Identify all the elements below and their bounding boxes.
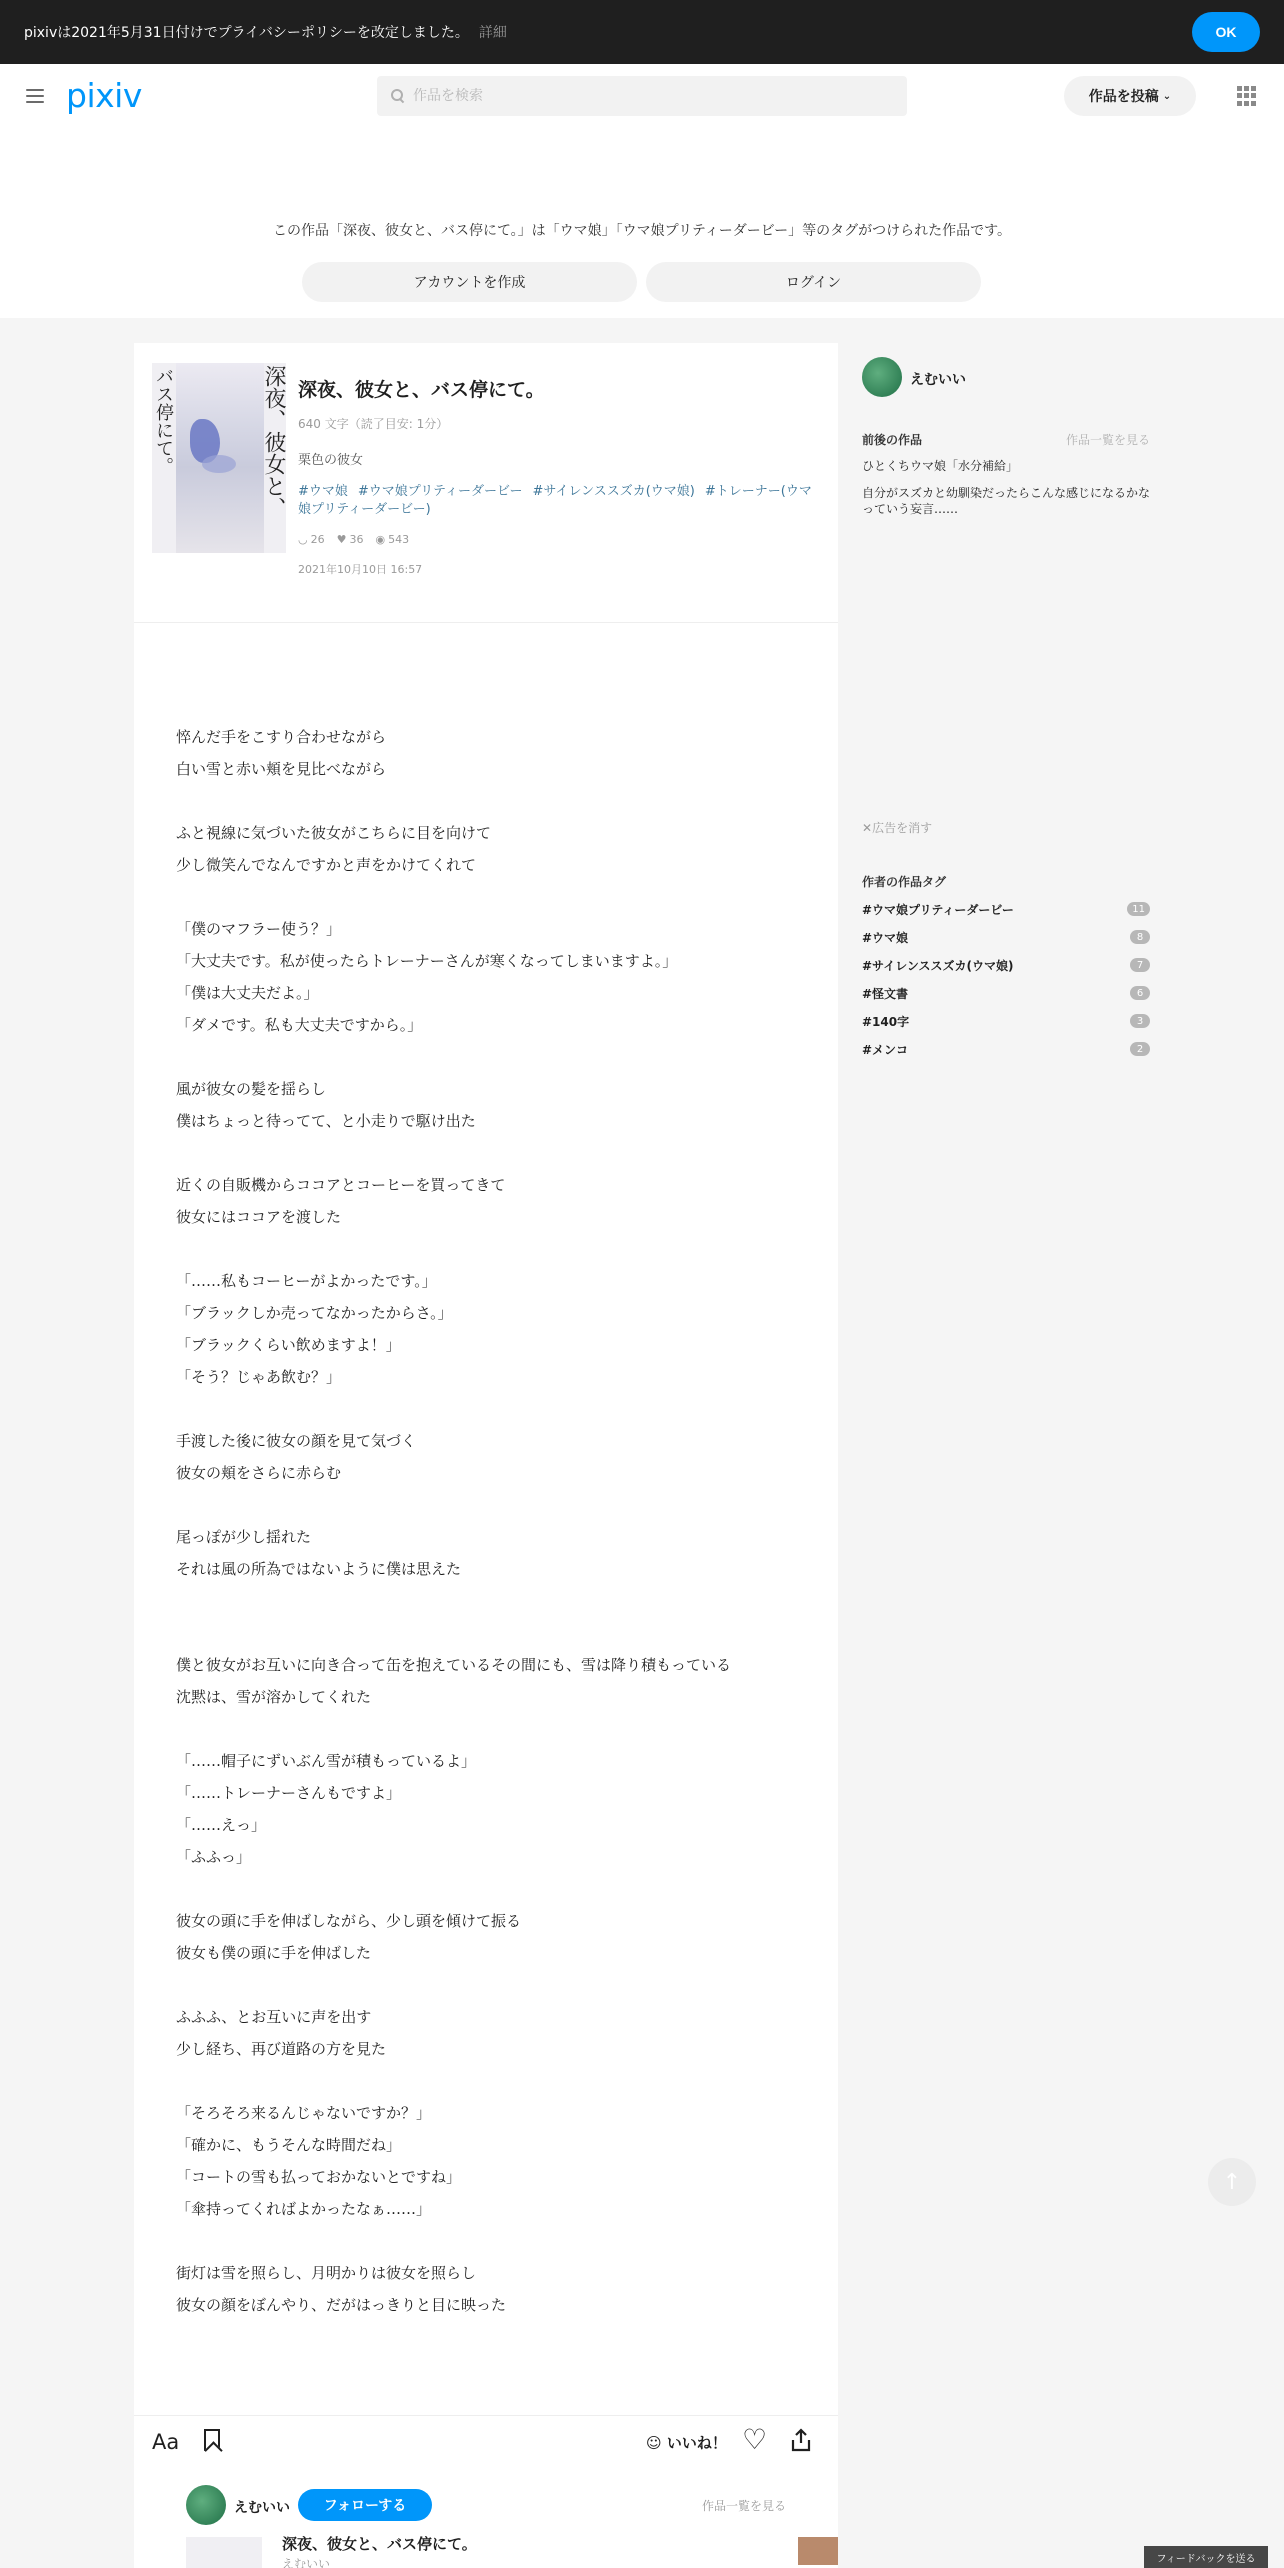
upload-date: 2021年10月10日 16:57 bbox=[298, 563, 423, 576]
work-meta: 640 文字（読了目安: 1分） bbox=[298, 417, 449, 431]
tag-link[interactable]: #サイレンススズカ(ウマ娘) bbox=[532, 484, 695, 499]
novel-line bbox=[176, 881, 816, 913]
next-work-thumbnail[interactable] bbox=[186, 2537, 262, 2568]
novel-line bbox=[176, 1489, 816, 1521]
share-icon[interactable] bbox=[790, 2428, 812, 2452]
create-account-button[interactable]: アカウントを作成 bbox=[302, 262, 637, 302]
novel-line: ふと視線に気づいた彼女がこちらに目を向けて bbox=[176, 824, 492, 842]
tag-link[interactable]: #ウマ娘 bbox=[298, 484, 348, 499]
scroll-to-top-button[interactable] bbox=[1208, 2158, 1256, 2206]
search-input[interactable] bbox=[413, 88, 893, 104]
novel-line bbox=[176, 1713, 816, 1745]
novel-line: 「……私もコーヒーがよかったです。」 bbox=[176, 1272, 437, 1290]
novel-line bbox=[176, 1041, 816, 1073]
author-tag-item[interactable]: #メンコ 2 bbox=[862, 1039, 1150, 1059]
prev-next-heading: 前後の作品 bbox=[862, 433, 923, 447]
chevron-down-icon: ⌄ bbox=[1162, 90, 1172, 102]
novel-line: 「ブラックくらい飲めますよ！」 bbox=[176, 1336, 401, 1354]
novel-line: 尾っぽが少し揺れた bbox=[176, 1528, 312, 1546]
signup-promo bbox=[0, 128, 1284, 318]
novel-line: 「ダメです。私も大丈夫ですから。」 bbox=[176, 1016, 423, 1034]
work-card bbox=[134, 343, 838, 2568]
novel-line bbox=[176, 1233, 816, 1265]
novel-line: 僕はちょっと待ってて、と小走りで駆け出た bbox=[176, 1112, 476, 1130]
novel-line bbox=[176, 1873, 816, 1905]
heart-outline-icon[interactable]: ♡ bbox=[742, 2423, 768, 2456]
reaction-count: ◡ 26 bbox=[298, 533, 325, 546]
author-tag-item[interactable]: #140字 3 bbox=[862, 1011, 1150, 1031]
view-count: ◉ 543 bbox=[375, 533, 410, 546]
work-header bbox=[134, 343, 838, 623]
work-stats bbox=[298, 533, 409, 546]
work-tags bbox=[298, 483, 818, 519]
hide-ad-button[interactable]: ✕広告を消す bbox=[862, 821, 933, 835]
tag-count-badge: 3 bbox=[1130, 1014, 1150, 1028]
novel-line: 「ふふっ」 bbox=[176, 1848, 252, 1866]
author-tag-item[interactable]: #怪文書 6 bbox=[862, 983, 1150, 1003]
feedback-button[interactable]: フィードバックを送る bbox=[1144, 2546, 1268, 2568]
cover-image[interactable] bbox=[152, 363, 286, 553]
pixiv-logo[interactable]: pixiv bbox=[66, 76, 142, 115]
next-work-title[interactable]: 深夜、彼女と、バス停にて。 bbox=[282, 2535, 477, 2553]
novel-line: 彼女も僕の頭に手を伸ばした bbox=[176, 1944, 372, 1962]
novel-line: 「僕のマフラー使う？」 bbox=[176, 920, 342, 938]
novel-line: 彼女の頬をさらに赤らむ bbox=[176, 1464, 342, 1482]
novel-line: 「……帽子にずいぶん雪が積もっているよ」 bbox=[176, 1752, 477, 1770]
heart-icon: ♥ bbox=[336, 533, 347, 546]
like-button[interactable]: ☺ いいね！ bbox=[646, 2434, 727, 2452]
like-count: ♥ 36 bbox=[336, 533, 364, 546]
author-tag-item[interactable]: #ウマ娘プリティーダービー 11 bbox=[862, 899, 1150, 919]
tag-count-badge: 6 bbox=[1130, 986, 1150, 1000]
works-list-link[interactable]: 作品一覧を見る bbox=[702, 2499, 787, 2513]
cover-title-line1: 深夜、彼女と、 bbox=[261, 365, 286, 519]
novel-line bbox=[176, 1137, 816, 1169]
post-work-button[interactable] bbox=[1064, 76, 1196, 116]
novel-line: 白い雪と赤い頬を見比べながら bbox=[176, 760, 387, 778]
author-tag-item[interactable]: #サイレンススズカ(ウマ娘) 7 bbox=[862, 955, 1150, 975]
novel-line: 「……トレーナーさんもですよ」 bbox=[176, 1784, 402, 1802]
novel-line: 僕と彼女がお互いに向き合って缶を抱えているその間にも、雪は降り積もっている bbox=[176, 1656, 732, 1674]
novel-line bbox=[176, 1969, 816, 2001]
novel-line: 少し微笑んでなんですかと声をかけてくれて bbox=[176, 856, 477, 874]
novel-line: 「コートの雪も払っておかないとですね」 bbox=[176, 2168, 462, 2186]
related-work-thumbnail[interactable] bbox=[798, 2537, 838, 2565]
login-button[interactable]: ログイン bbox=[646, 262, 981, 302]
avatar[interactable] bbox=[186, 2485, 226, 2525]
next-work-author: えむいい bbox=[282, 2557, 331, 2568]
action-bar bbox=[134, 2415, 838, 2471]
tag-count-badge: 7 bbox=[1130, 958, 1150, 972]
novel-line: 風が彼女の髪を揺らし bbox=[176, 1080, 327, 1098]
novel-line: 「傘持ってくればよかったなぁ……」 bbox=[176, 2200, 432, 2218]
sidebar-works-link[interactable]: 作品一覧を見る bbox=[1065, 433, 1150, 447]
font-settings-button[interactable]: Aa bbox=[152, 2430, 180, 2454]
novel-line bbox=[176, 1585, 816, 1617]
eye-icon: ◉ bbox=[375, 533, 386, 546]
novel-line: 悴んだ手をこすり合わせながら bbox=[176, 728, 387, 746]
novel-line: 手渡した後に彼女の顔を見て気づく bbox=[176, 1432, 417, 1450]
novel-line: ふふふ、とお互いに声を出す bbox=[176, 2008, 372, 2026]
novel-line bbox=[176, 1393, 816, 1425]
search-box[interactable] bbox=[377, 76, 907, 116]
avatar[interactable] bbox=[862, 357, 902, 397]
novel-line: 「確かに、もうそんな時間だね」 bbox=[176, 2136, 402, 2154]
novel-line bbox=[176, 2225, 816, 2257]
tag-link[interactable]: #ウマ娘プリティーダービー bbox=[357, 484, 523, 499]
novel-line: 「そう？じゃあ飲む？」 bbox=[176, 1368, 342, 1386]
follow-button[interactable]: フォローする bbox=[298, 2489, 432, 2521]
novel-line: 「僕は大丈夫だよ。」 bbox=[176, 984, 319, 1002]
close-icon: ✕ bbox=[862, 821, 873, 835]
novel-line: 「大丈夫です。私が使ったらトレーナーさんが寒くなってしまいますよ。」 bbox=[176, 952, 678, 970]
novel-line: それは風の所為ではないように僕は思えた bbox=[176, 1560, 462, 1578]
search-icon bbox=[391, 89, 405, 103]
novel-line: 沈黙は、雪が溶かしてくれた bbox=[176, 1688, 372, 1706]
work-title: 深夜、彼女と、バス停にて。 bbox=[298, 379, 545, 401]
novel-line: 少し経ち、再び道路の方を見た bbox=[176, 2040, 387, 2058]
sidebar-author-name[interactable]: えむいい bbox=[910, 372, 966, 388]
novel-line: 「そろそろ来るんじゃないですか？」 bbox=[176, 2104, 432, 2122]
menu-icon[interactable] bbox=[26, 89, 44, 103]
novel-line bbox=[176, 1617, 816, 1649]
sidebar-work-item[interactable]: ひとくちウマ娘「水分補給」 bbox=[862, 459, 1019, 473]
author-name[interactable]: えむいい bbox=[234, 2500, 290, 2516]
novel-body bbox=[176, 721, 816, 2321]
novel-line bbox=[176, 2065, 816, 2097]
tag-count-badge: 2 bbox=[1130, 1042, 1150, 1056]
novel-line: 彼女にはココアを渡した bbox=[176, 1208, 342, 1226]
tag-link[interactable]: #トレーナー(ウマ娘プリティーダービー) bbox=[298, 484, 812, 517]
novel-line: 「ブラックしか売ってなかったからさ。」 bbox=[176, 1304, 453, 1322]
smile-icon: ☺ bbox=[646, 2434, 667, 2452]
novel-line bbox=[176, 785, 816, 817]
bookmark-icon[interactable] bbox=[204, 2429, 220, 2451]
banner-text: pixivは2021年5月31日付けでプライバシーポリシーを改定しました。 bbox=[24, 25, 469, 41]
post-work-label: 作品を投稿 bbox=[1088, 89, 1159, 105]
privacy-banner bbox=[0, 0, 1284, 64]
sidebar-work-item[interactable]: 自分がスズカと幼馴染だったらこんな感じになるかなっていう妄言…… bbox=[862, 486, 1151, 516]
novel-line: 彼女の頭に手を伸ばしながら、少し頭を傾けて振る bbox=[176, 1912, 522, 1930]
banner-details-link[interactable]: 詳細 bbox=[478, 25, 507, 41]
cover-title-line2: バス停にて。 bbox=[153, 367, 174, 475]
work-caption: 栗色の彼女 bbox=[298, 453, 364, 468]
tag-count-badge: 8 bbox=[1130, 930, 1150, 944]
smile-icon: ◡ bbox=[298, 533, 308, 546]
novel-line: 「……えっ」 bbox=[176, 1816, 267, 1834]
author-tags-heading: 作者の作品タグ bbox=[862, 875, 947, 889]
novel-line: 街灯は雪を照らし、月明かりは彼女を照らし bbox=[176, 2264, 477, 2282]
site-header bbox=[0, 64, 1284, 128]
novel-line: 彼女の顔をぼんやり、だがはっきりと目に映った bbox=[176, 2296, 507, 2314]
novel-line: 近くの自販機からココアとコーヒーを買ってきて bbox=[176, 1176, 506, 1194]
arrow-up-icon: ↑ bbox=[1222, 2169, 1242, 2195]
apps-grid-icon[interactable] bbox=[1237, 86, 1257, 106]
banner-ok-button[interactable]: OK bbox=[1192, 12, 1260, 52]
author-bar bbox=[134, 2481, 838, 2568]
promo-text: この作品「深夜、彼女と、バス停にて。」は「ウマ娘」「ウマ娘プリティーダービー」等のタグがつけられた作品です。 bbox=[272, 223, 1012, 239]
tag-count-badge: 11 bbox=[1127, 902, 1150, 916]
author-tag-item[interactable]: #ウマ娘 8 bbox=[862, 927, 1150, 947]
